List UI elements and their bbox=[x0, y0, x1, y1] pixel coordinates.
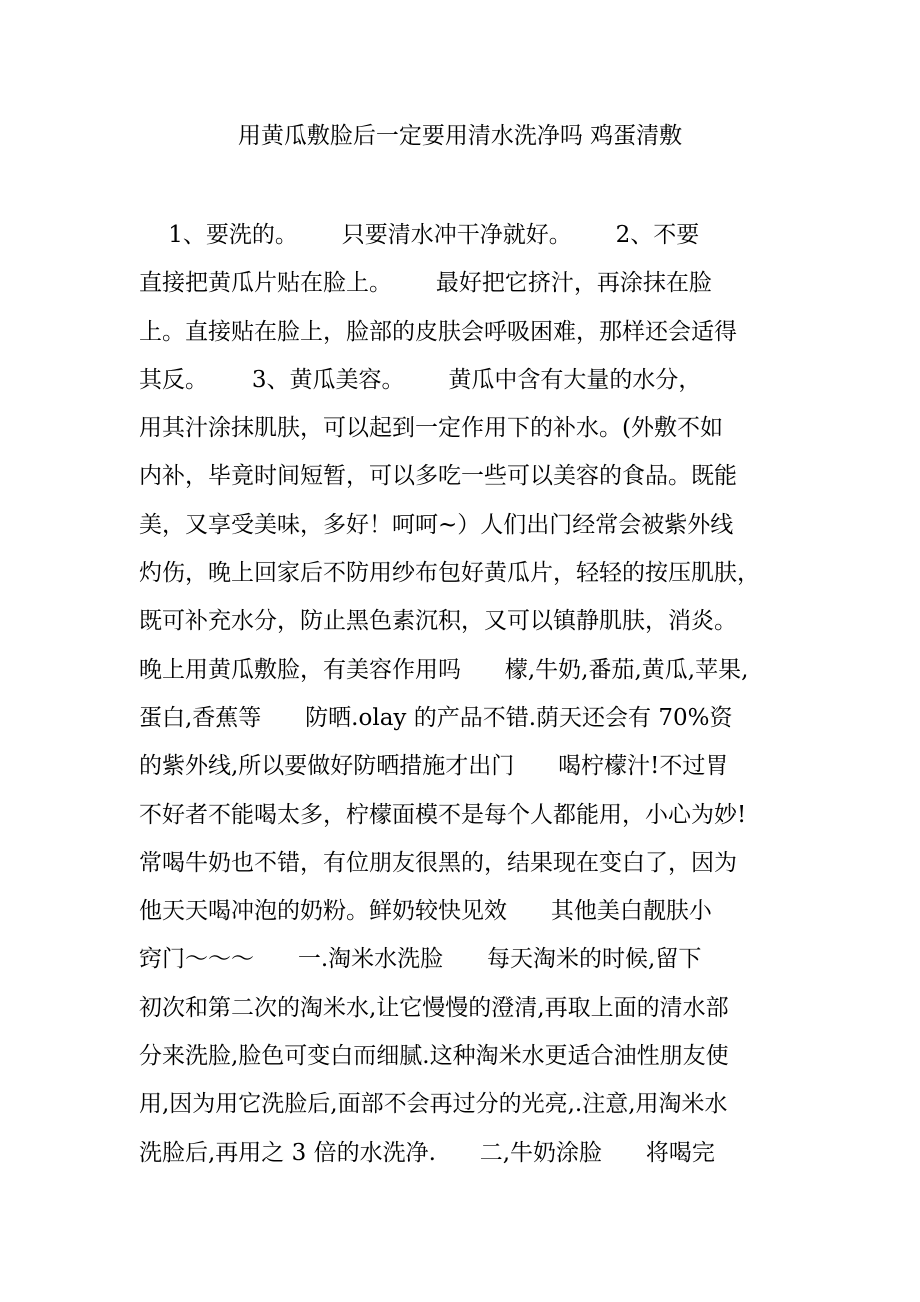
text-line: 洗脸后,再用之 3 倍的水洗净. 二,牛奶涂脸 将喝完 bbox=[139, 1139, 715, 1166]
text-line: 晚上用黄瓜敷脸，有美容作用吗 檬,牛奶,番茄,黄瓜,苹果, bbox=[139, 656, 749, 683]
document-title: 用黄瓜敷脸后一定要用清水洗净吗 鸡蛋清敷 bbox=[237, 123, 683, 149]
text-line: 他天天喝冲泡的奶粉。鲜奶较快见效 其他美白靓肤小 bbox=[139, 898, 712, 925]
text-line: 初次和第二次的淘米水,让它慢慢的澄清,再取上面的清水部 bbox=[139, 994, 729, 1021]
text-line: 窍门～～～ 一.淘米水洗脸 每天淘米的时候,留下 bbox=[139, 946, 702, 973]
text-line: 既可补充水分，防止黑色素沉积，又可以镇静肌肤，消炎。 bbox=[139, 608, 737, 635]
text-line: 蛋白,香蕉等 防晒.olay 的产品不错.荫天还会有 70%资 bbox=[139, 704, 733, 731]
text-line: 美，又享受美味，多好！呵呵~）人们出门经常会被紫外线 bbox=[139, 511, 734, 538]
text-line: 1、要洗的。 只要清水冲干净就好。 2、不要 bbox=[139, 222, 700, 248]
text-line: 直接把黄瓜片贴在脸上。 最好把它挤汁，再涂抹在脸 bbox=[139, 270, 712, 297]
text-line: 灼伤，晚上回家后不防用纱布包好黄瓜片，轻轻的按压肌肤， bbox=[139, 560, 760, 587]
text-line: 用其汁涂抹肌肤，可以起到一定作用下的补水。(外敷不如 bbox=[139, 415, 723, 442]
text-line: 其反。 3、黄瓜美容。 黄瓜中含有大量的水分， bbox=[139, 366, 702, 393]
text-line: 不好者不能喝太多，柠檬面模不是每个人都能用，小心为妙! bbox=[139, 801, 747, 828]
text-line: 的紫外线,所以要做好防晒措施才出门 喝柠檬汁!不过胃 bbox=[139, 753, 729, 780]
document-body bbox=[139, 211, 785, 1177]
text-line: 分来洗脸,脸色可变白而细腻.这种淘米水更适合油性朋友使 bbox=[139, 1043, 729, 1070]
text-line: 常喝牛奶也不错，有位朋友很黑的，结果现在变白了，因为 bbox=[139, 849, 737, 876]
text-line: 上。直接贴在脸上，脸部的皮肤会呼吸困难，那样还会适得 bbox=[139, 318, 737, 345]
text-line: 用,因为用它洗脸后,面部不会再过分的光亮,.注意,用淘米水 bbox=[139, 1091, 728, 1118]
text-line: 内补，毕竟时间短暂，可以多吃一些可以美容的食品。既能 bbox=[139, 463, 737, 490]
